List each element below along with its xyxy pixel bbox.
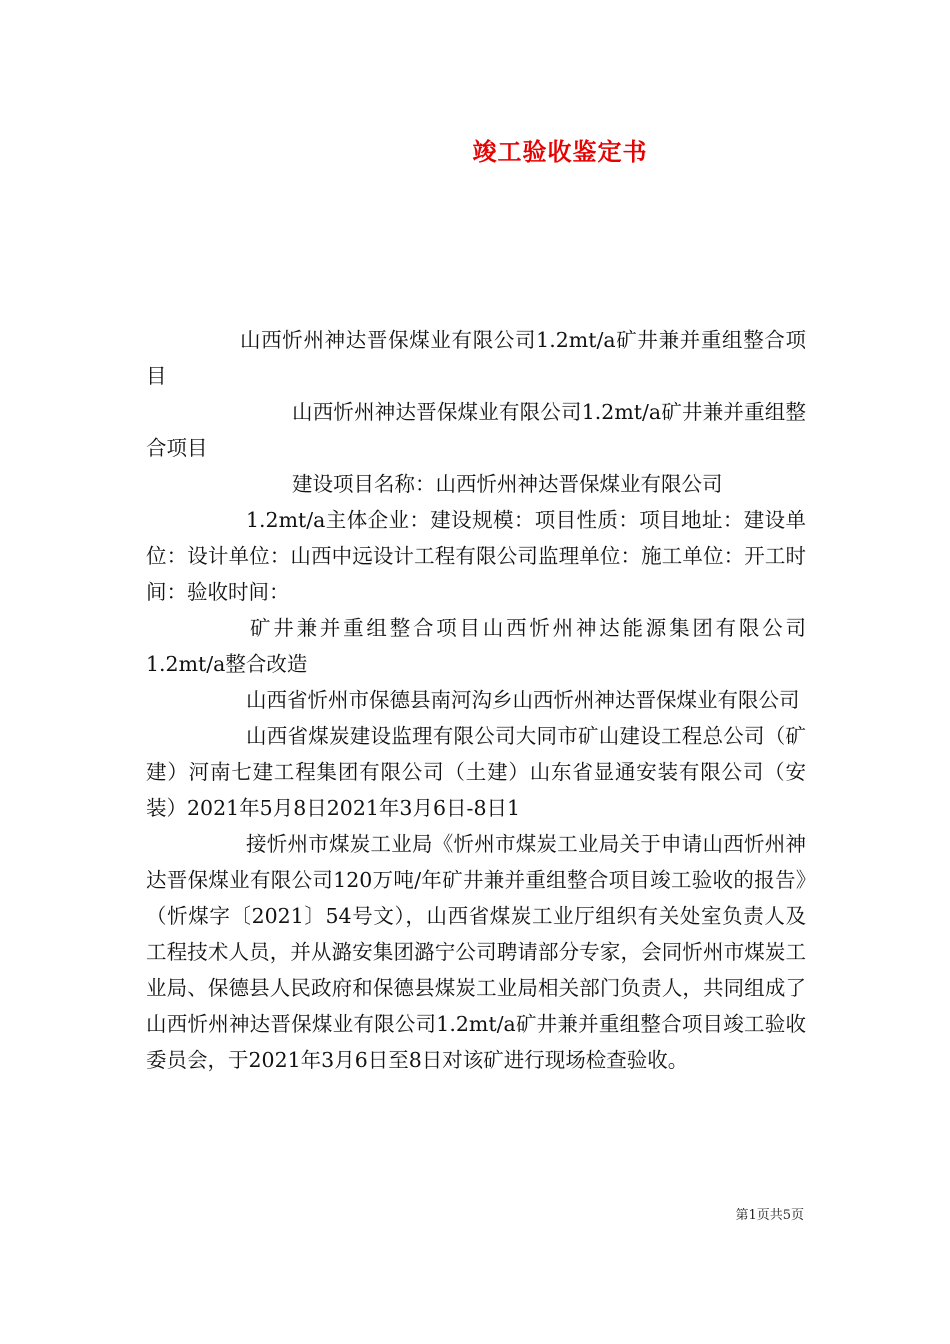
paragraph-units-and-dates: 山西省煤炭建设监理有限公司大同市矿山建设工程总公司（矿建）河南七建工程集团有限公司（土建）山东省显通安装有限公司（安装）2021年5月8日2021年3月6日-8日1 (146, 724, 806, 820)
paragraph-construction-project-name: 建设项目名称：山西忻州神达晋保煤业有限公司 (292, 472, 723, 496)
document-title: 竣工验收鉴定书 (472, 137, 648, 166)
paragraph-project-name-1: 山西忻州神达晋保煤业有限公司1.2mt/a矿井兼并重组整合项目 (146, 328, 806, 388)
paragraph-project-name-2: 山西忻州神达晋保煤业有限公司1.2mt/a矿井兼并重组整合项目 (146, 400, 806, 460)
paragraph-project-address: 山西省忻州市保德县南河沟乡山西忻州神达晋保煤业有限公司 (246, 688, 800, 712)
page-number-footer: 第1页共5页 (735, 1208, 804, 1223)
paragraph-acceptance-description: 接忻州市煤炭工业局《忻州市煤炭工业局关于申请山西忻州神达晋保煤业有限公司120万吨/年矿井兼并重组整合项目竣工验收的报告》（忻煤字〔2021〕54号文），山西省煤炭工业厅组织有关处室负责人及工程技术人员，并从潞安集团潞宁公司聘请部分专家，会同忻州市煤炭工业局、保德县人民政府和保德县煤炭工业局相关部门负责人，共同组成了山西忻州神达晋保煤业有限公司1.2mt/a矿井兼并重组整合项目竣工验收委员会，于2021年3月6日至8日对该矿进行现场检查验收。 (146, 832, 806, 1072)
document-body (146, 322, 806, 1078)
paragraph-project-fields: 1.2mt/a主体企业：建设规模：项目性质：项目地址：建设单位：设计单位：山西中远设计工程有限公司监理单位：施工单位：开工时间：验收时间： (146, 508, 806, 604)
paragraph-project-nature: 矿井兼并重组整合项目山西忻州神达能源集团有限公司1.2mt/a整合改造 (146, 616, 806, 676)
